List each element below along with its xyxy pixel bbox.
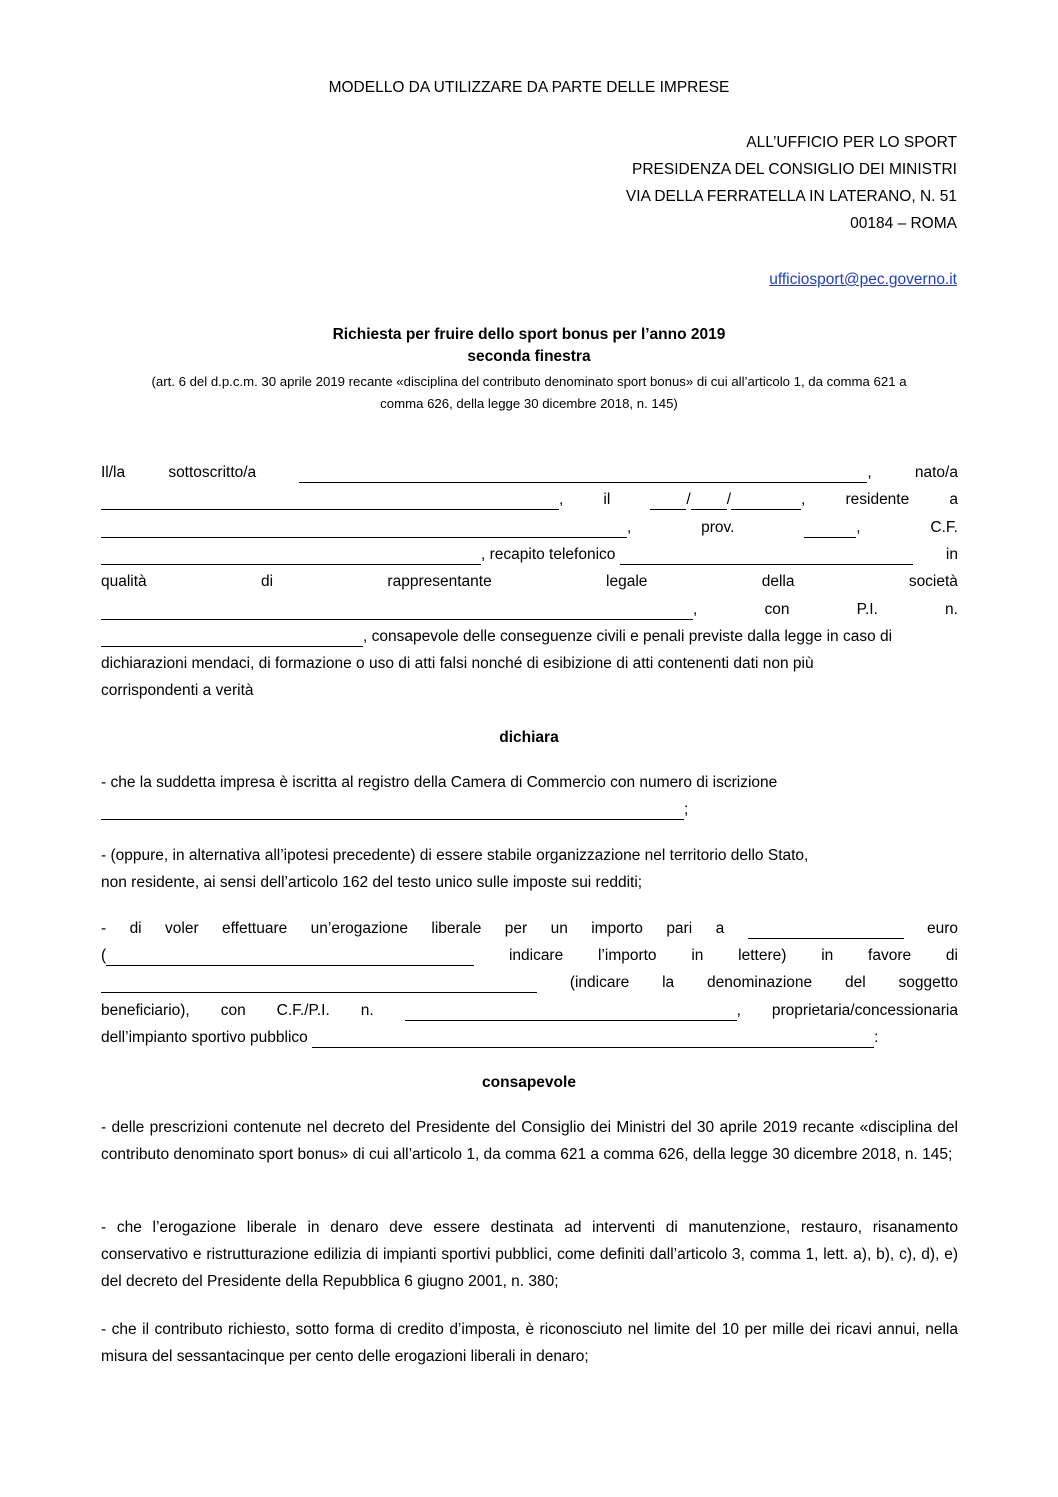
amount-field[interactable] (748, 923, 904, 939)
dichiara-p2-line1: - (oppure, in alternativa all’ipotesi precedente) di essere stabile organizzazione nel territorio dello Stato, (101, 847, 809, 864)
addressee-line-2: PRESIDENZA DEL CONSIGLIO DEI MINISTRI (632, 161, 957, 178)
dichiara-p3-line2: ( indicare l’importo in lettere) in favore di (101, 947, 958, 964)
birth-day-field[interactable] (650, 494, 686, 510)
residence-field[interactable] (101, 522, 627, 538)
dichiara-p2-line2: non residente, ai sensi dell’articolo 162 del testo unico sulle imposte sui redditi; (101, 874, 643, 891)
form-line-2: , il / / , residente a (101, 490, 958, 510)
form-line-1: Il/la sottoscritto/a , nato/a (101, 464, 958, 481)
form-line-3: , prov. , C.F. (101, 518, 958, 538)
document-subtitle: seconda finestra (467, 348, 591, 365)
tax-code-field[interactable] (101, 549, 481, 565)
dichiara-p3-line3: (indicare la denominazione del soggetto (101, 973, 958, 993)
form-line-7: , consapevole delle conseguenze civili e penali previste dalla legge in caso di (101, 627, 892, 647)
phone-field[interactable] (620, 549, 913, 565)
addressee-line-1: ALL’UFFICIO PER LO SPORT (746, 134, 957, 151)
registration-number-field[interactable] (101, 804, 684, 820)
form-line-5: qualità di rappresentante legale della società (101, 573, 958, 590)
email-link[interactable]: ufficiosport@pec.governo.it (769, 271, 957, 288)
province-field[interactable] (804, 522, 856, 538)
facility-field[interactable] (312, 1032, 874, 1048)
company-field[interactable] (101, 604, 693, 620)
form-line-9: corrispondenti a verità (101, 682, 254, 699)
consapevole-paragraph-1: - delle prescrizioni contenute nel decreto del Presidente del Consiglio dei Ministri del 30 aprile 2019 recante «disciplina del contributo denominato sport bonus» di cui all’articolo 1, da comma 621 a comma 626, della legge 30 dicembre 2018, n. 145; (101, 1119, 958, 1163)
amount-words-field[interactable] (106, 950, 474, 966)
birthplace-field[interactable] (101, 494, 559, 510)
dichiara-heading: dichiara (499, 729, 559, 746)
consapevole-paragraph-2: - che l’erogazione liberale in denaro deve essere destinata ad interventi di manutenzione, restauro, risanamento conservativo e ristrutturazione edilizia di impianti sportivi pubblici, come definiti dall’articolo 3, comma 1, lett. a), b), c), d), e) del decreto del Presidente della Repubblica 6 giugno 2001, n. 380; (101, 1219, 958, 1290)
form-line-8: dichiarazioni mendaci, di formazione o uso di atti falsi nonché di esibizione di atti contenenti dati non più (101, 655, 814, 672)
name-field[interactable] (299, 467, 867, 483)
dichiara-p3-line5: dell’impianto sportivo pubblico : (101, 1029, 879, 1046)
form-line-6: , con P.I. n. (101, 600, 958, 620)
beneficiary-field[interactable] (101, 977, 537, 993)
vat-number-field[interactable] (101, 631, 363, 647)
document-title: Richiesta per fruire dello sport bonus per l’anno 2019 (332, 326, 726, 343)
addressee-line-4: 00184 – ROMA (850, 215, 957, 232)
legal-reference-line-1: (art. 6 del d.p.c.m. 30 aprile 2019 recante «disciplina del contributo denominato sport bonus» di cui all’articolo 1, da comma 621 a (151, 374, 907, 389)
birth-year-field[interactable] (731, 494, 801, 510)
addressee-line-3: VIA DELLA FERRATELLA IN LATERANO, N. 51 (625, 188, 957, 205)
dichiara-p3-line4: beneficiario), con C.F./P.I. n. , proprietaria/concessionaria (101, 1002, 958, 1019)
form-line-4: , recapito telefonico in (101, 545, 958, 565)
dichiara-p1-line2: ; (101, 800, 688, 820)
legal-reference-line-2: comma 626, della legge 30 dicembre 2018, n. 145) (380, 396, 678, 411)
consapevole-paragraph-3: - che il contributo richiesto, sotto forma di credito d’imposta, è riconosciuto nel limite del 10 per mille dei ricavi annui, nella misura del sessantacinque per cento delle erogazioni liberali in denaro; (101, 1321, 958, 1365)
model-title: MODELLO DA UTILIZZARE DA PARTE DELLE IMPRESE (328, 79, 730, 96)
consapevole-heading: consapevole (482, 1074, 576, 1091)
dichiara-p3-line1: - di voler effettuare un’erogazione liberale per un importo pari a euro (101, 920, 958, 937)
dichiara-p1-line1: - che la suddetta impresa è iscritta al registro della Camera di Commercio con numero di iscrizione (101, 774, 778, 791)
birth-month-field[interactable] (691, 494, 727, 510)
beneficiary-tax-id-field[interactable] (405, 1005, 737, 1021)
